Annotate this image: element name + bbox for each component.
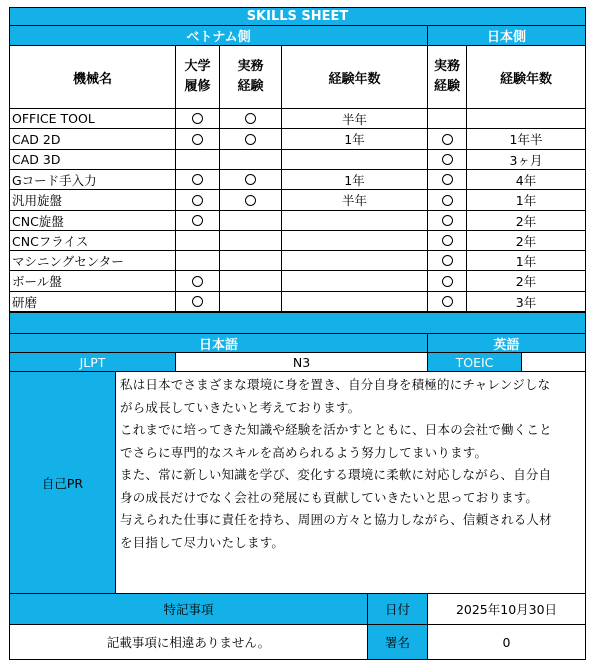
- prac-cell: [219, 230, 282, 251]
- circle-mark-icon: [192, 296, 203, 307]
- col-header-university-line1: 大学: [184, 59, 211, 74]
- col-header-university: [175, 45, 220, 109]
- uni-cell: [175, 149, 220, 170]
- uni-cell: [175, 169, 220, 190]
- col-header-university-line2: 履修: [184, 79, 211, 94]
- machine-name-cell: OFFICE TOOL: [9, 108, 176, 129]
- circle-mark-icon: [442, 215, 453, 226]
- self-pr-label: 自己PR: [9, 371, 116, 594]
- jlpt-label: JLPT: [9, 352, 176, 372]
- circle-mark-icon: [442, 255, 453, 266]
- self-pr-line: 身の成長だけでなく会社の発展にも貢献していきたいと思っております。: [120, 489, 539, 505]
- circle-mark-icon: [442, 154, 453, 165]
- circle-mark-icon: [192, 174, 203, 185]
- prac-cell: [219, 189, 282, 211]
- toeic-label: TOEIC: [427, 352, 522, 372]
- experience-years-cell: [281, 270, 428, 292]
- jp-experience-years-cell: 2年: [466, 210, 586, 231]
- jp-experience-years-cell: 2年: [466, 230, 586, 251]
- prac-cell: [219, 210, 282, 231]
- toeic-value: [521, 352, 586, 372]
- jp-experience-years-cell: [466, 108, 586, 129]
- machine-name-cell: CNC旋盤: [9, 210, 176, 231]
- jp-experience-years-cell: 4年: [466, 169, 586, 190]
- jp_prac-cell: [427, 210, 467, 231]
- uni-cell: [175, 128, 220, 150]
- experience-years-cell: 半年: [281, 189, 428, 211]
- col-header-jp-practical-line2: 経験: [433, 79, 460, 94]
- uni-cell: [175, 291, 220, 312]
- jp_prac-cell: [427, 291, 467, 312]
- uni-cell: [175, 189, 220, 211]
- experience-years-cell: 半年: [281, 108, 428, 129]
- special-notes-label: 特記事項: [9, 593, 368, 625]
- jp_prac-cell: [427, 230, 467, 251]
- self-pr-line: 与えられた仕事に責任を持ち、周囲の方々と協力しながら、信頼される人材: [120, 512, 552, 527]
- circle-mark-icon: [192, 215, 203, 226]
- self-pr-line: がら成長していきたいと考えております。: [120, 399, 361, 415]
- sheet-title: SKILLS SHEET: [9, 7, 586, 26]
- date-label: 日付: [367, 593, 428, 625]
- jp_prac-cell: [427, 250, 467, 271]
- circle-mark-icon: [442, 276, 453, 287]
- experience-years-cell: [281, 149, 428, 170]
- prac-cell: [219, 270, 282, 292]
- jp_prac-cell: [427, 108, 467, 129]
- col-header-practical-line2: 経験: [237, 79, 264, 94]
- jp_prac-cell: [427, 270, 467, 292]
- machine-name-cell: 汎用旋盤: [9, 189, 176, 211]
- statement-text: 記載事項に相違ありません。: [9, 624, 368, 660]
- machine-name-cell: マシニングセンター: [9, 250, 176, 271]
- jp_prac-cell: [427, 169, 467, 190]
- experience-years-cell: [281, 210, 428, 231]
- col-header-years: 経験年数: [281, 45, 428, 109]
- prac-cell: [219, 169, 282, 190]
- jp-experience-years-cell: 1年: [466, 189, 586, 211]
- jp_prac-cell: [427, 189, 467, 211]
- self-pr-line: これまでに培ってきた知識や経験を活かすとともに、日本の会社で働くこと: [120, 422, 552, 437]
- col-header-jp-practical: [427, 45, 467, 109]
- prac-cell: [219, 128, 282, 150]
- prac-cell: [219, 291, 282, 312]
- prac-cell: [219, 108, 282, 129]
- machine-name-cell: Gコード手入力: [9, 169, 176, 190]
- japan-side-header: 日本側: [427, 25, 586, 46]
- circle-mark-icon: [192, 276, 203, 287]
- circle-mark-icon: [245, 195, 256, 206]
- col-header-machine: 機械名: [9, 45, 176, 109]
- self-pr-text: [115, 371, 586, 594]
- self-pr-line: 私は日本でさまざまな環境に身を置き、自分自身を積極的にチャレンジしな: [120, 377, 551, 392]
- col-header-practical-line1: 実務: [237, 59, 264, 74]
- prac-cell: [219, 250, 282, 271]
- signature-label: 署名: [367, 624, 428, 660]
- self-pr-line: また、常に新しい知識を学び、変化する環境に柔軟に対応しながら、自分自: [120, 467, 552, 482]
- col-header-practical: [219, 45, 282, 109]
- machine-name-cell: 研磨: [9, 291, 176, 312]
- jp_prac-cell: [427, 149, 467, 170]
- vietnam-side-header: ベトナム側: [9, 25, 428, 46]
- experience-years-cell: 1年: [281, 169, 428, 190]
- machine-name-cell: ボール盤: [9, 270, 176, 292]
- jp-experience-years-cell: 3年: [466, 291, 586, 312]
- jp-experience-years-cell: 2年: [466, 270, 586, 292]
- circle-mark-icon: [442, 235, 453, 246]
- circle-mark-icon: [192, 134, 203, 145]
- circle-mark-icon: [192, 195, 203, 206]
- uni-cell: [175, 250, 220, 271]
- circle-mark-icon: [245, 174, 256, 185]
- uni-cell: [175, 210, 220, 231]
- jp-experience-years-cell: 1年: [466, 250, 586, 271]
- jp-experience-years-cell: 3ヶ月: [466, 149, 586, 170]
- signature-value: 0: [427, 624, 586, 660]
- experience-years-cell: 1年: [281, 128, 428, 150]
- circle-mark-icon: [442, 296, 453, 307]
- jp-experience-years-cell: 1年半: [466, 128, 586, 150]
- prac-cell: [219, 149, 282, 170]
- col-header-jp-years: 経験年数: [466, 45, 586, 109]
- self-pr-line: を目指して尽力いたします。: [120, 534, 285, 550]
- circle-mark-icon: [192, 113, 203, 124]
- uni-cell: [175, 230, 220, 251]
- experience-years-cell: [281, 250, 428, 271]
- experience-years-cell: [281, 230, 428, 251]
- machine-name-cell: CAD 2D: [9, 128, 176, 150]
- jlpt-value: N3: [175, 352, 428, 372]
- experience-years-cell: [281, 291, 428, 312]
- uni-cell: [175, 270, 220, 292]
- machine-name-cell: CAD 3D: [9, 149, 176, 170]
- self-pr-line: でさらに専門的なスキルを高められるよう努力してまいります。: [120, 444, 488, 460]
- uni-cell: [175, 108, 220, 129]
- date-value: 2025年10月30日: [427, 593, 586, 625]
- circle-mark-icon: [442, 134, 453, 145]
- circle-mark-icon: [245, 134, 256, 145]
- circle-mark-icon: [245, 113, 256, 124]
- machine-name-cell: CNCフライス: [9, 230, 176, 251]
- jp_prac-cell: [427, 128, 467, 150]
- section-spacer: [9, 312, 586, 334]
- circle-mark-icon: [442, 174, 453, 185]
- circle-mark-icon: [442, 195, 453, 206]
- japanese-language-header: 日本語: [9, 333, 428, 353]
- english-language-header: 英語: [427, 333, 586, 353]
- col-header-jp-practical-line1: 実務: [433, 59, 460, 74]
